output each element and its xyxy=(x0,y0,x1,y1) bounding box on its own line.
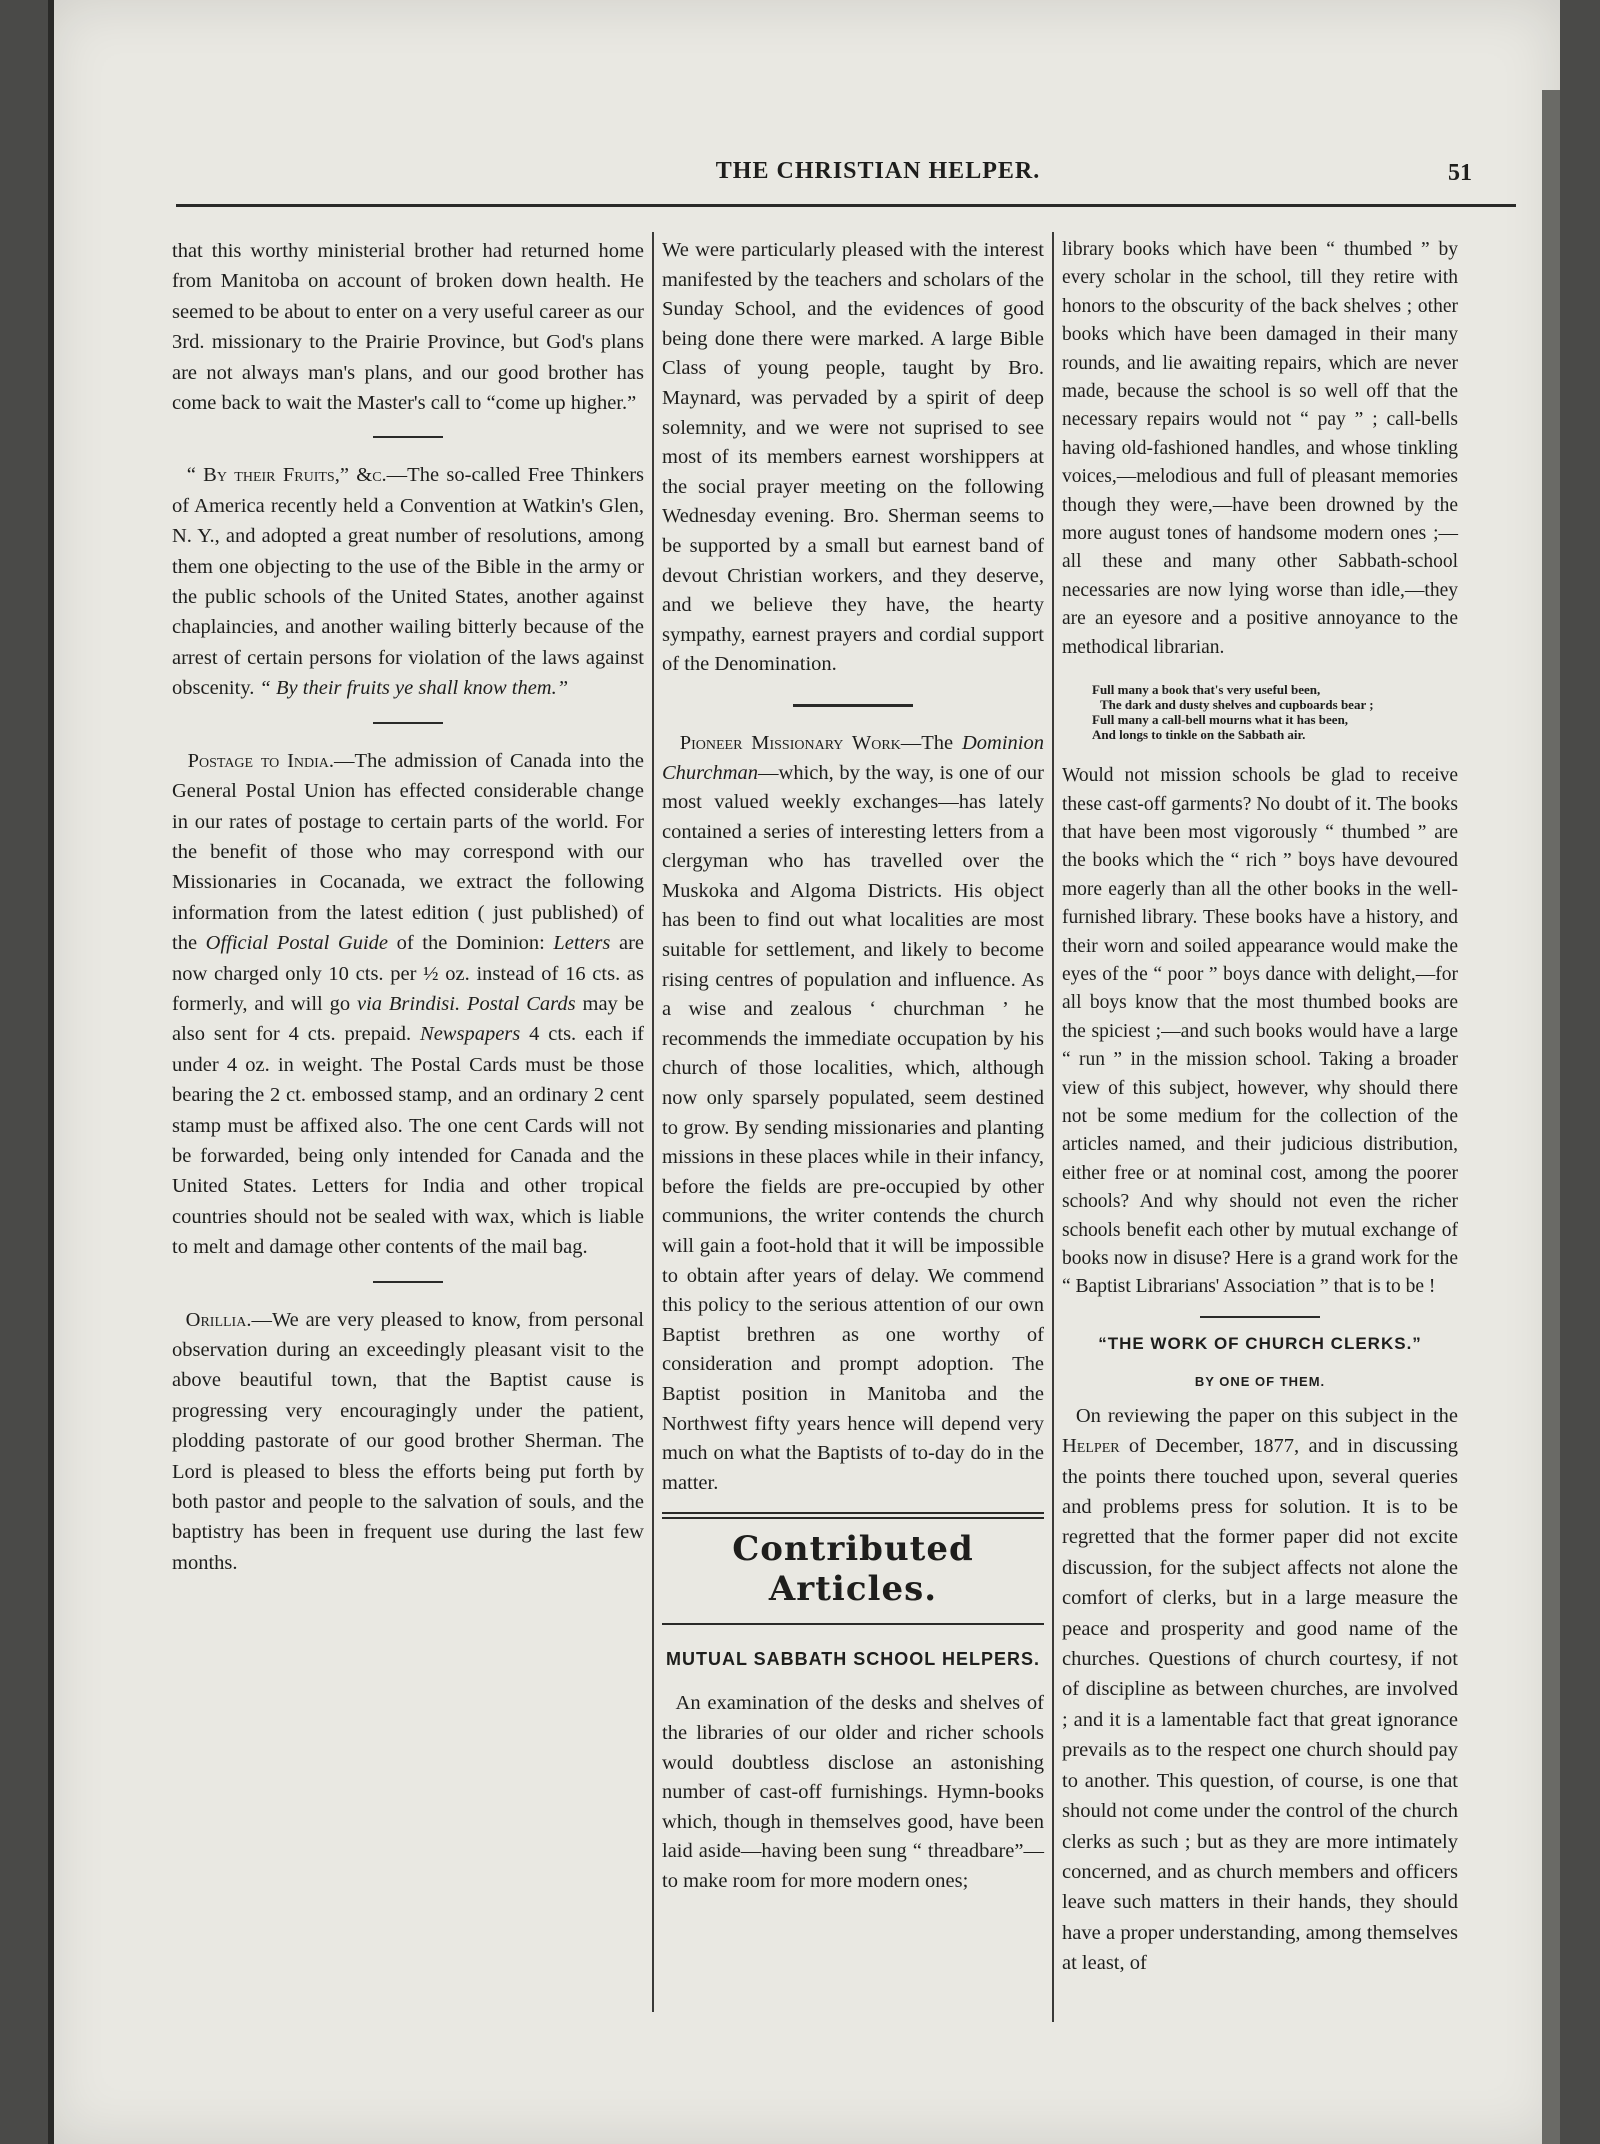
postage-text-e: 4 cts. each if under 4 oz. in weight. The Postal Cards must be those bearing the 2 ct. embossed stamp, and an ordinary 2 cent stamp must be affixed also. The one cent Cards will not be forwarded, being only intended for Canada and the United States. Letters for India and other tropical countries should not be sealed with wax, which is liable to melt and damage other contents of the mail bag. xyxy=(172,1023,645,1259)
separator-rule xyxy=(373,722,443,724)
postage-text-d: may be also sent for 4 cts. prepaid. xyxy=(172,992,645,1046)
postal-guide-title: Official Postal Guide xyxy=(205,932,388,955)
separator-rule xyxy=(373,1281,443,1283)
fruits-body: —The so-called Free Thinkers of America recently held a Convention at Watkin's Glen, N. Y., and adopted a great number of resolutions, among them one objecting to the use of the Bible in the army or the public schools of the United States, another against chaplaincies, and another wailing bitterly because of the arrest of certain persons for violation of the laws against obscenity. xyxy=(172,464,645,700)
poem-line: Full many a call-bell mourns what it has been, xyxy=(1092,712,1349,728)
running-title: THE CHRISTIAN HELPER. xyxy=(715,158,1041,184)
helper-name: Helper xyxy=(1062,1435,1120,1458)
column-1 xyxy=(172,236,644,1578)
binding-rule xyxy=(48,0,54,2144)
page-edge xyxy=(1542,90,1560,2144)
clerks-article-body xyxy=(1062,1401,1458,1979)
header-rule xyxy=(176,204,1516,207)
clerks-text-b: of December, 1877, and in discussing the points there touched upon, several queries and problems press for solution. It is to be regretted that the former paper did not excite discussion, for the subject affects not alone the comfort of clerks, but in a large measure the peace and prosperity and good name of the churches. Questions of church courtesy, if not of discipline as between churches, are involved ; and it is a lamentable fact that great ignorance prevails as to the respect one church should pay to another. This question, of course, is one that should not come under the control of the church clerks as such ; but as they are more intimately concerned, and as church members and officers leave such matters in their hands, they should have a proper understanding, among themselves at least, of xyxy=(1062,1435,1459,1975)
column-rule-1 xyxy=(652,232,654,2012)
page-number: 51 xyxy=(1448,160,1472,186)
col3-paragraph-2: Would not mission schools be glad to receive these cast-off garments? No doubt of it. The books that have been most vigorously “ thumbed ” are the books which the “ rich ” boys have devoured more eagerly than all the other books in the well-furnished library. These books have a history, and their worn and soiled appearance would make the eyes of the “ poor ” boys dance with delight,—for all boys know that the most thumbed books are the spiciest ;—and such books would have a large “ run ” in the mission school. Taking a broader view of this subject, however, why should there not be some medium for the collection of the articles named, and their judicious distribution, either free or at nominal cost, among the poorer schools? And why should not even the richer schools benefit each other by mutual exchange of books now in disuse? Here is a grand work for the “ Baptist Librarians' Association ” that is to be ! xyxy=(1062,765,1458,1298)
column-3 xyxy=(1062,236,1458,1979)
separator-rule xyxy=(1200,1316,1320,1318)
postage-text-b: of the Dominion: xyxy=(396,932,545,955)
col2-paragraph-pioneer xyxy=(662,729,1044,1498)
col2-paragraph-1: We were particularly pleased with the interest manifested by the teachers and scholars of the Sunday School, and the evidences of good being done there were marked. A large Bible Class of young people, taught by Bro. Maynard, was pervaded by a spirit of deep solemnity, and we were not suprised to see most of its members earnest worshippers at the social prayer meeting on the following Wednesday evening. Bro. Sherman seems to be supported by a small but earnest band of devout Christian workers, and they deserve, and we believe they have, the hearty sympathy, earnest prayers and cordial support of the Denomination. xyxy=(662,239,1044,676)
newspapers-term: Newspapers xyxy=(420,1023,521,1046)
clerks-text-a: On reviewing the paper on this subject in the xyxy=(1075,1404,1458,1427)
section-heading: Contributed Articles. xyxy=(732,1529,974,1610)
separator-rule xyxy=(373,436,443,438)
column-2 xyxy=(662,236,1044,1897)
section-rule xyxy=(662,1623,1044,1625)
postal-cards-term: Postal Cards xyxy=(466,992,576,1015)
pioneer-body: —which, by the way, is one of our most valued weekly exchanges—has lately contained a series of interesting letters from a clergyman who has travelled over the Muskoka and Algoma Districts. His object has been to find out what localities are most suitable for settlement, and likely to become rising centres of population and influence. As a wise and zealous ‘ churchman ’ he recommends the immediate occupation by his church of those localities, which, although now only sparsely populated, seem destined to grow. By sending missionaries and planting missions in these places while in their infancy, before the fields are pre-occupied by other communions, the writer contends the church will gain a foot-hold that it will be impossible to obtain after years of delay. We commend this policy to the serious attention of our own Baptist brethren as one worthy of consideration and prompt adoption. The Baptist position in Manitoba and the Northwest fifty years hence will depend very much on what the Baptists of to-day do in the matter. xyxy=(662,761,1044,1494)
dominion-churchman-title: Dominion Churchman xyxy=(662,731,1044,784)
postage-text-c: are now charged only 10 cts. per ½ oz. instead of 16 cts. as formerly, and will go xyxy=(172,932,644,1015)
postage-lead: Postage to India. xyxy=(187,749,335,772)
poem-line: And longs to tinkle on the Sabbath air. xyxy=(1092,727,1306,743)
article-byline: BY ONE OF THEM. xyxy=(1194,1373,1326,1389)
fruits-lead: “ By their Fruits,” &c. xyxy=(186,464,387,487)
postage-text-a: —The admission of Canada into the General Postal Union has effected considerable change in our rates of postage to certain parts of the world. For the benefit of those who may correspond with our Missionaries in Cocanada, we extract the following information from the latest edition ( just published) of the xyxy=(172,749,645,955)
poem-line: Full many a book that's very useful been, xyxy=(1092,682,1321,698)
newspaper-page xyxy=(48,0,1560,2144)
col1-paragraph-fruits xyxy=(172,460,644,703)
poem-stanza xyxy=(1092,682,1458,742)
col1-paragraph-orillia xyxy=(172,1305,644,1579)
article-body xyxy=(662,1689,1044,1896)
fruits-quote: “ By their fruits ye shall know them.” xyxy=(259,677,569,700)
separator-rule xyxy=(793,704,913,707)
article-body-text: An examination of the desks and shelves of the libraries of our older and richer schools would doubtless disclose an astonishing number of cast-off furnishings. Hymn-books which, though in themselves good, have been laid aside—having been sung “ threadbare”—to make room for more modern ones; xyxy=(662,1692,1045,1892)
poem-line: The dark and dusty shelves and cupboards bear ; xyxy=(1100,697,1374,713)
col1-paragraph-1: that this worthy ministerial brother had returned home from Manitoba on account of broken down health. He seemed to be about to enter on a very useful career as our 3rd. missionary to the Prairie Province, but God's plans are not always man's plans, and our good brother has come back to wait the Master's call to “come up higher.” xyxy=(172,240,644,415)
section-double-rule xyxy=(662,1512,1044,1519)
via-brindisi: via Brindisi. xyxy=(357,992,461,1015)
article-title-clerks: “THE WORK OF CHURCH CLERKS.” xyxy=(1098,1333,1422,1353)
orillia-body: —We are very pleased to know, from personal observation during an exceedingly pleasant visit to the above beautiful town, that the Baptist cause is progressing very encouragingly under the patient, plodding pastorate of our good brother Sherman. The Lord is pleased to bless the efforts being put forth by both pastor and people to the salvation of souls, and the baptistry has been in frequent use during the last few months. xyxy=(172,1308,644,1574)
pioneer-lead: Pioneer Missionary Work xyxy=(679,731,901,754)
orillia-lead: Orillia. xyxy=(185,1308,252,1331)
column-rule-2 xyxy=(1052,232,1054,2022)
col3-paragraph-1: library books which have been “ thumbed ” by every scholar in the school, till they retire with honors to the obscurity of the back shelves ; other books which have been damaged in their many rounds, and lie awaiting repairs, which are never made, because the school is so well off that the necessary repairs would not “ pay ” ; call-bells having old-fashioned handles, and whose tinkling voices,—melodious and full of pleasant memories though they were,—have been drowned by the more august tones of handsome modern ones ;—all these and many other Sabbath-school necessaries are now lying worse than idle,—they are an eyesore and a positive annoyance to the methodical librarian. xyxy=(1062,239,1458,658)
pioneer-dash: —The xyxy=(900,731,954,754)
letters-term: Letters xyxy=(553,932,611,955)
article-title: MUTUAL SABBATH SCHOOL HELPERS. xyxy=(665,1649,1040,1670)
col1-paragraph-postage xyxy=(172,746,644,1263)
